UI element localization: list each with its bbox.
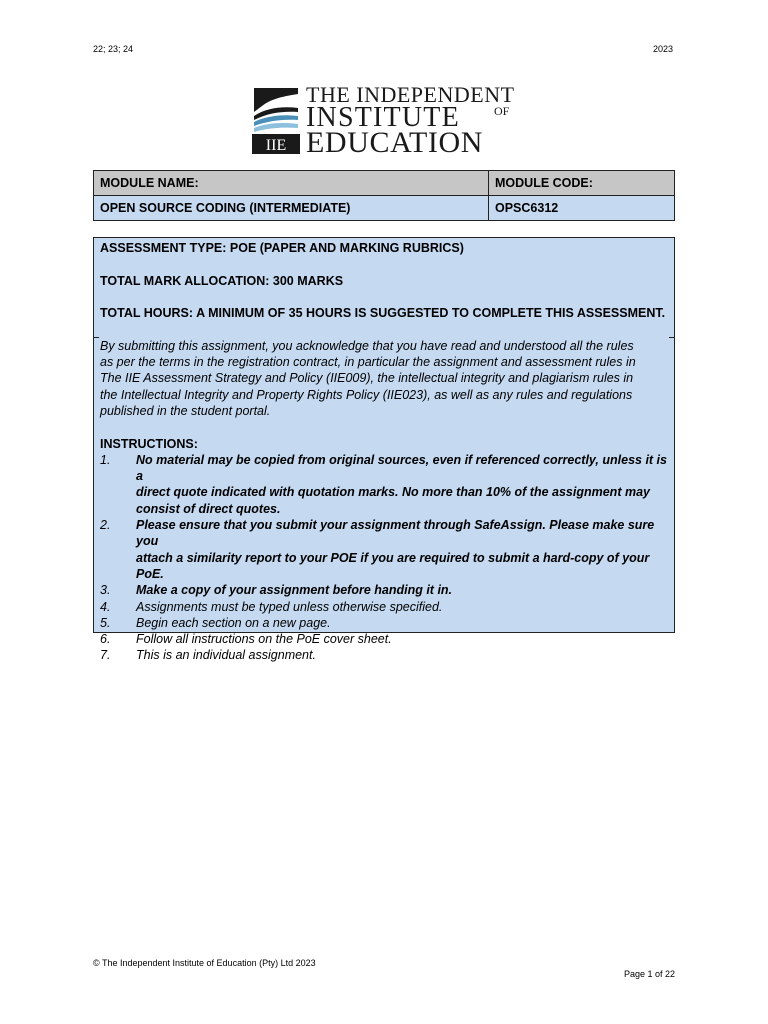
module-info-table bbox=[93, 170, 675, 221]
declaration-line: By submitting this assignment, you acknowledge that you have read and understood all the rules bbox=[100, 338, 634, 353]
module-code-label: MODULE CODE: bbox=[489, 171, 675, 196]
instruction-line: Make a copy of your assignment before handing it in. bbox=[136, 583, 453, 598]
declaration-line: the Intellectual Integrity and Property Rights Policy (IIE023), as well as any rules and regulations bbox=[100, 387, 633, 402]
instruction-line: Assignments must be typed unless otherwise specified. bbox=[136, 599, 443, 614]
instruction-line: No material may be copied from original sources, even if referenced correctly, unless it is a bbox=[136, 452, 667, 484]
instruction-number: 1. bbox=[100, 452, 111, 467]
logo-of: OF bbox=[494, 104, 510, 118]
instruction-number: 4. bbox=[100, 599, 111, 614]
module-code-value: OPSC6312 bbox=[489, 196, 675, 221]
instruction-number: 7. bbox=[100, 648, 111, 663]
declaration-line: published in the student portal. bbox=[100, 403, 271, 418]
iie-logo-mark-icon bbox=[252, 86, 300, 154]
instruction-line: Follow all instructions on the PoE cover sheet. bbox=[136, 632, 392, 647]
total-hours: TOTAL HOURS: A MINIMUM OF 35 HOURS IS SUGGESTED TO COMPLETE THIS ASSESSMENT. bbox=[100, 306, 666, 321]
instruction-item bbox=[100, 599, 668, 615]
footer-copyright: © The Independent Institute of Education (Pty) Ltd 2023 bbox=[93, 958, 316, 968]
instruction-number: 5. bbox=[100, 615, 111, 630]
declaration-line: as per the terms in the registration contract, in particular the assignment and assessment rules in bbox=[100, 355, 636, 370]
instruction-item bbox=[100, 517, 668, 582]
instruction-number: 6. bbox=[100, 632, 111, 647]
logo-line-3: EDUCATION bbox=[306, 126, 484, 159]
logo-line-1: THE INDEPENDENT bbox=[306, 82, 515, 107]
module-name-label: MODULE NAME: bbox=[94, 171, 489, 196]
footer-page-number: Page 1 of 22 bbox=[623, 969, 675, 979]
instruction-item bbox=[100, 582, 668, 598]
module-table-header-row bbox=[94, 171, 675, 196]
declaration-paragraph bbox=[100, 338, 668, 419]
instruction-item bbox=[100, 452, 668, 517]
assessment-type: ASSESSMENT TYPE: POE (PAPER AND MARKING RUBRICS) bbox=[100, 241, 464, 255]
module-name-value: OPEN SOURCE CODING (INTERMEDIATE) bbox=[94, 196, 489, 221]
instruction-number: 3. bbox=[100, 583, 111, 598]
declaration-line: The IIE Assessment Strategy and Policy (IIE009), the intellectual integrity and plagiarism rules in bbox=[100, 371, 634, 386]
instruction-line: direct quote indicated with quotation marks. No more than 10% of the assignment may bbox=[136, 485, 650, 500]
instruction-line: consist of direct quotes. bbox=[136, 501, 281, 516]
instruction-item bbox=[100, 647, 668, 663]
total-marks: TOTAL MARK ALLOCATION: 300 MARKS bbox=[100, 273, 344, 288]
instructions-list bbox=[100, 452, 668, 664]
header-year: 2023 bbox=[652, 44, 673, 54]
module-table-value-row bbox=[94, 196, 675, 221]
instruction-line: attach a similarity report to your POE if you are required to submit a hard-copy of your bbox=[136, 550, 650, 565]
header-module-codes: 22; 23; 24 bbox=[93, 44, 134, 54]
instructions-title: INSTRUCTIONS: bbox=[100, 436, 198, 451]
logo-mark-text: IIE bbox=[265, 137, 287, 154]
assessment-box bbox=[93, 237, 675, 663]
instruction-line: This is an individual assignment. bbox=[136, 648, 316, 663]
instruction-line: Begin each section on a new page. bbox=[136, 615, 331, 630]
instruction-line: PoE. bbox=[136, 566, 164, 581]
instruction-item bbox=[100, 631, 668, 647]
instruction-item bbox=[100, 615, 668, 631]
logo-line-2: INSTITUTE bbox=[306, 102, 460, 133]
iie-logo bbox=[252, 84, 518, 158]
instruction-number: 2. bbox=[100, 518, 111, 533]
instruction-line: Please ensure that you submit your assignment through SafeAssign. Please make sure you bbox=[136, 518, 655, 549]
